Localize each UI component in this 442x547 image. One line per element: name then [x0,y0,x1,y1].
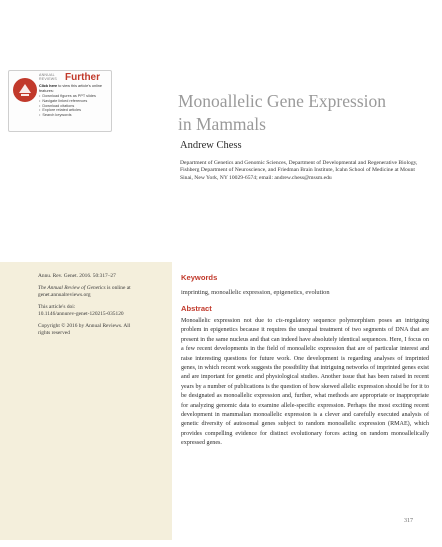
annual-reviews-logo-icon [12,77,38,103]
online-note: The Annual Review of Genetics is online at genet.annualreviews.org [38,285,131,298]
further-feature-list [39,94,109,118]
citation-line: Annu. Rev. Genet. 2016. 50:317–27 [38,273,116,279]
article-title: Monoallelic Gene Expression in Mammals [178,91,387,134]
doi-block: This article's doi: 10.1146/annurev-genet-120215-035120 [38,304,124,317]
main-content [181,273,429,449]
further-feature-item[interactable]: • Download figures as PPT slides [39,94,109,99]
further-features-box[interactable] [8,70,112,132]
copyright-line: Copyright © 2016 by Annual Reviews. All rights reserved [38,323,131,336]
further-feature-item[interactable]: • Search keywords [39,113,109,118]
further-title: Further [65,72,100,83]
further-click-text[interactable]: Click here to view this article's online features: [39,84,102,93]
metadata-sidebar-text [38,273,138,342]
further-brand-label: ANNUAL REVIEWS [39,73,57,81]
doi-link[interactable]: 10.1146/annurev-genet-120215-035120 [38,311,124,317]
keywords-heading: Keywords [181,273,218,282]
click-here-link[interactable]: Click here [39,84,58,88]
author-affiliation: Department of Genetics and Genomic Sciences, Department of Developmental and Regenerative Biology, Fishberg Department of Neuroscience, and Friedman Brain Institute, Icahn School of Medicine at Mount Sinai, New York, NY 10029-6574; email: andrew.chess@mssm.edu [180,160,418,181]
abstract-heading: Abstract [181,304,212,313]
keywords-list: imprinting, monoallelic expression, epigenetics, evolution [181,289,330,296]
page-number: 317 [404,518,413,524]
author-name: Andrew Chess [180,140,242,151]
further-feature-item[interactable]: • Navigate linked references [39,99,109,104]
further-feature-item[interactable]: • Explore related articles [39,108,109,113]
abstract-text: Monoallelic expression not due to cis-regulatory sequence polymorphism poses an intriguing problem in epigenetics because it requires the unequal treatment of two segments of DNA that are present in the same nucleus and that can indeed have absolutely identical sequences. Here, I focus on a few recent developments in the field of monoallelic expression that are of particular interest and raise interesting questions for future work. One development is regarding analyses of imprinted genes, in which recent work suggests the possibility that intriguing networks of imprinted genes exist and are important for genetic and physiological studies. Another issue that has been raised in recent years by a number of publications is the question of how skewed allelic expression should be for it to be designated as monoallelic expression and, further, what methods are appropriate or inappropriate for analyzing genomic data to examine allele-specific expression. Perhaps the most exciting recent development in mammalian monoallelic expression is a clever and carefully executed analysis of genetic diversity of autosomal genes subject to random monoallelic expression (RMAE), which provides compelling evidence for distinct evolutionary forces acting on random monoallelically expressed genes. [181,318,429,447]
further-feature-item[interactable]: • Download citations [39,104,109,109]
